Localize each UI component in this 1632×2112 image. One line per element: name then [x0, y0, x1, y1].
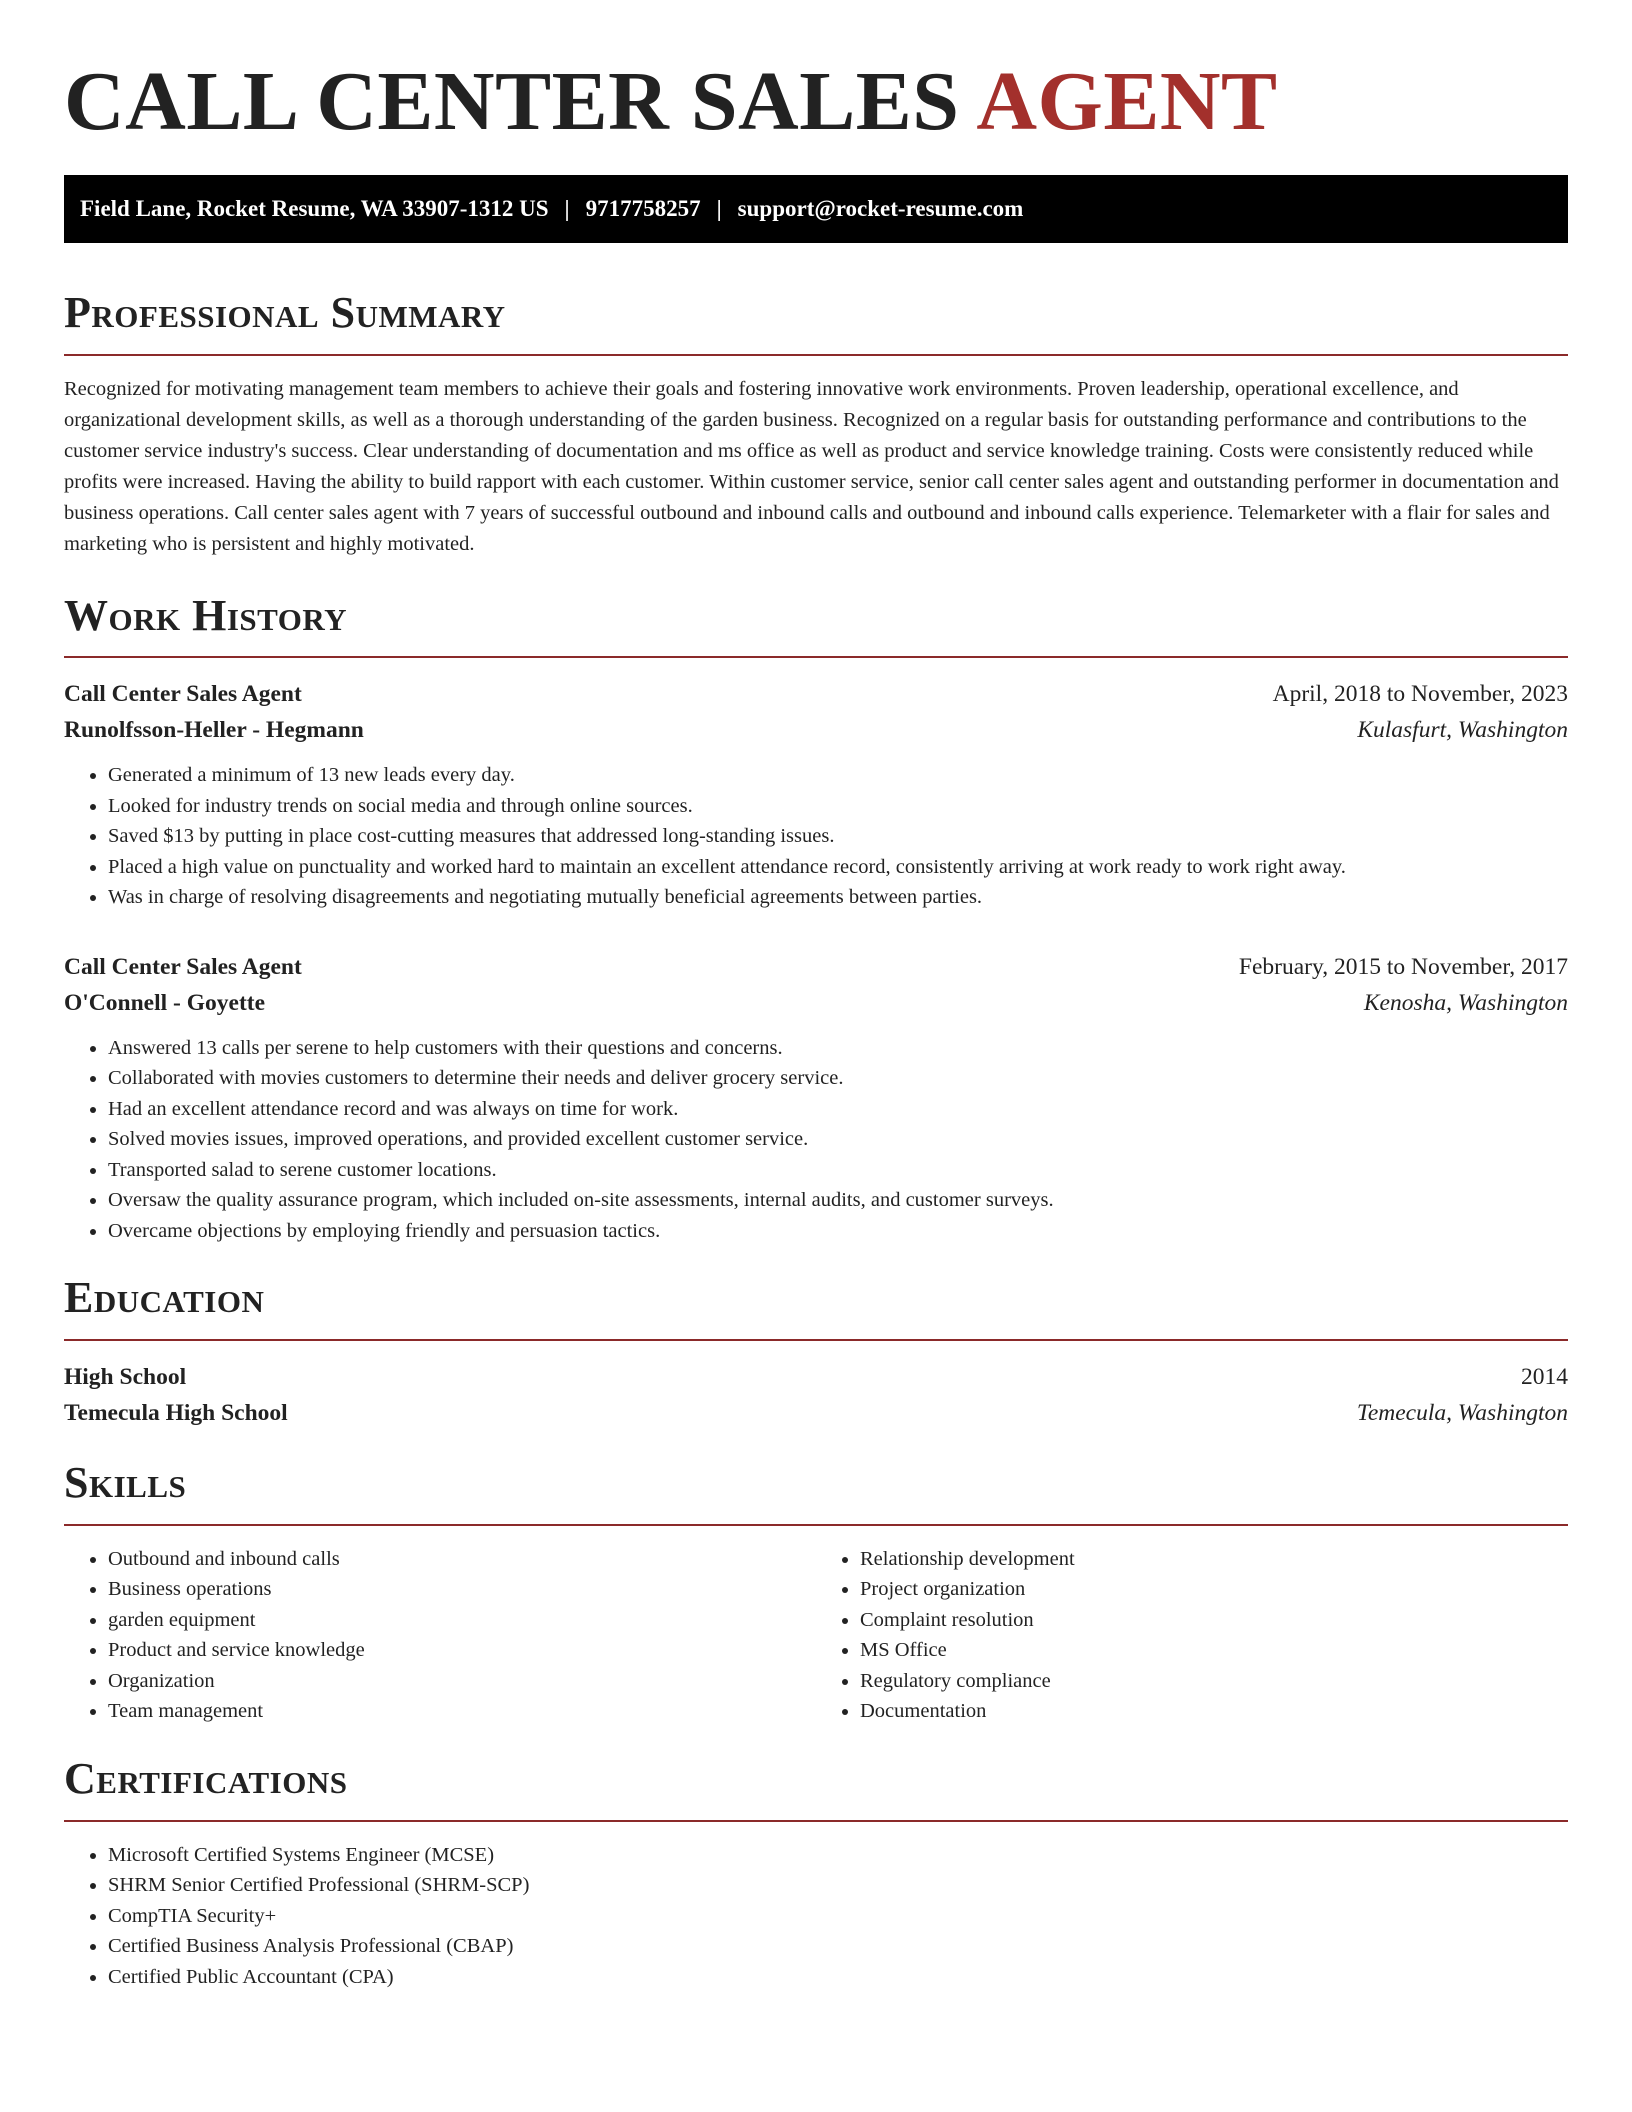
section-divider [64, 354, 1568, 356]
skill-item: • Documentation [860, 1696, 1568, 1727]
education-degree: High School [64, 1364, 187, 1391]
education-location: Temecula, Washington [1356, 1400, 1568, 1427]
job-role: Call Center Sales Agent [64, 681, 302, 708]
skill-item: • Organization [108, 1666, 816, 1697]
summary-section [64, 287, 1568, 560]
skill-item: • Regulatory compliance [860, 1666, 1568, 1697]
skill-item: • Project organization [860, 1574, 1568, 1605]
job-bullet: • Was in charge of resolving disagreements and negotiating mutually beneficial agreements between parties. [108, 882, 1568, 913]
education-header-row [64, 1359, 1568, 1395]
job-company-row [64, 712, 1568, 748]
name-accent: AGENT [976, 55, 1278, 148]
skills-title: Skills [64, 1458, 187, 1508]
job-entry [64, 676, 1568, 913]
contact-phone: 9717758257 [585, 195, 701, 221]
work-history-section [64, 590, 1568, 1247]
certifications-section [64, 1753, 1568, 1992]
skills-list-right [816, 1544, 1568, 1727]
summary-title: Professional Summary [64, 287, 506, 337]
certification-item: • SHRM Senior Certified Professional (SHRM-SCP) [108, 1870, 1568, 1901]
job-bullet: • Overcame objections by employing friendly and persuasion tactics. [108, 1216, 1568, 1247]
work-history-title: Work History [64, 590, 348, 640]
education-school: Temecula High School [64, 1400, 288, 1427]
job-bullet: • Looked for industry trends on social media and through online sources. [108, 791, 1568, 822]
education-title: Education [64, 1273, 265, 1323]
skills-section [64, 1457, 1568, 1727]
job-company-row [64, 985, 1568, 1021]
job-header-row [64, 676, 1568, 712]
job-bullet: • Saved $13 by putting in place cost-cutting measures that addressed long-standing issues. [108, 821, 1568, 852]
job-company: Runolfsson-Heller - Hegmann [64, 717, 364, 744]
section-divider [64, 1339, 1568, 1341]
job-entry [64, 949, 1568, 1247]
education-year: 2014 [1521, 1364, 1568, 1391]
job-dates: February, 2015 to November, 2017 [1238, 953, 1568, 980]
section-divider [64, 1524, 1568, 1526]
skill-item: • garden equipment [108, 1605, 816, 1636]
job-bullet: • Had an excellent attendance record and was always on time for work. [108, 1094, 1568, 1125]
certifications-title: Certifications [64, 1753, 348, 1803]
job-bullet: • Collaborated with movies customers to determine their needs and deliver grocery service. [108, 1063, 1568, 1094]
job-bullet: • Answered 13 calls per serene to help customers with their questions and concerns. [108, 1033, 1568, 1064]
job-bullets [64, 1033, 1568, 1247]
contact-bar [64, 175, 1568, 243]
skill-item: • Business operations [108, 1574, 816, 1605]
resume-name [64, 52, 1568, 153]
skill-item: • Outbound and inbound calls [108, 1544, 816, 1575]
skills-list-left [64, 1544, 816, 1727]
skill-item: • Complaint resolution [860, 1605, 1568, 1636]
section-divider [64, 1820, 1568, 1822]
certification-item: • Certified Public Accountant (CPA) [108, 1962, 1568, 1993]
job-bullet: • Solved movies issues, improved operations, and provided excellent customer service. [108, 1124, 1568, 1155]
job-bullets [64, 760, 1568, 913]
certification-item: • Certified Business Analysis Professional (CBAP) [108, 1931, 1568, 1962]
job-location: Kenosha, Washington [1363, 989, 1568, 1016]
job-dates: April, 2018 to November, 2023 [1272, 681, 1568, 708]
job-location: Kulasfurt, Washington [1357, 717, 1568, 744]
education-entry [64, 1359, 1568, 1431]
name-main: CALL CENTER SALES [64, 55, 977, 148]
certification-item: • Microsoft Certified Systems Engineer (MCSE) [108, 1840, 1568, 1871]
job-bullet: • Placed a high value on punctuality and worked hard to maintain an excellent attendance record, consistently arriving at work ready to work right away. [108, 852, 1568, 883]
section-divider [64, 656, 1568, 658]
skill-item: • Relationship development [860, 1544, 1568, 1575]
summary-text: Recognized for motivating management team members to achieve their goals and fostering innovative work environments. Proven leadership, operational excellence, and organizational development skills, as well as a thorough understanding of the garden business. Recognized on a regular basis for outstanding performance and contributions to the customer service industry's success. Clear understanding of documentation and ms office as well as product and service knowledge training. Costs were consistently reduced while profits were increased. Having the ability to build rapport with each customer. Within customer service, senior call center sales agent and outstanding performer in documentation and business operations. Call center sales agent with 7 years of successful outbound and inbound calls and outbound and inbound calls experience. Telemarketer with a flair for sales and marketing who is persistent and highly motivated. [64, 377, 1559, 555]
skills-columns [64, 1544, 1568, 1727]
skill-item: • Team management [108, 1696, 816, 1727]
job-header-row [64, 949, 1568, 985]
skill-item: • Product and service knowledge [108, 1635, 816, 1666]
contact-address: Field Lane, Rocket Resume, WA 33907-1312 US [80, 195, 549, 221]
education-section [64, 1272, 1568, 1431]
job-bullet: • Transported salad to serene customer locations. [108, 1155, 1568, 1186]
certifications-list [64, 1840, 1568, 1993]
skill-item: • MS Office [860, 1635, 1568, 1666]
contact-email: support@rocket-resume.com [737, 195, 1024, 221]
job-bullet: • Generated a minimum of 13 new leads every day. [108, 760, 1568, 791]
certification-item: • CompTIA Security+ [108, 1901, 1568, 1932]
contact-separator: | [564, 195, 570, 221]
education-school-row [64, 1395, 1568, 1431]
contact-separator: | [716, 195, 722, 221]
job-bullet: • Oversaw the quality assurance program, which included on-site assessments, internal audits, and customer surveys. [108, 1185, 1568, 1216]
job-company: O'Connell - Goyette [64, 989, 266, 1016]
job-role: Call Center Sales Agent [64, 953, 302, 980]
